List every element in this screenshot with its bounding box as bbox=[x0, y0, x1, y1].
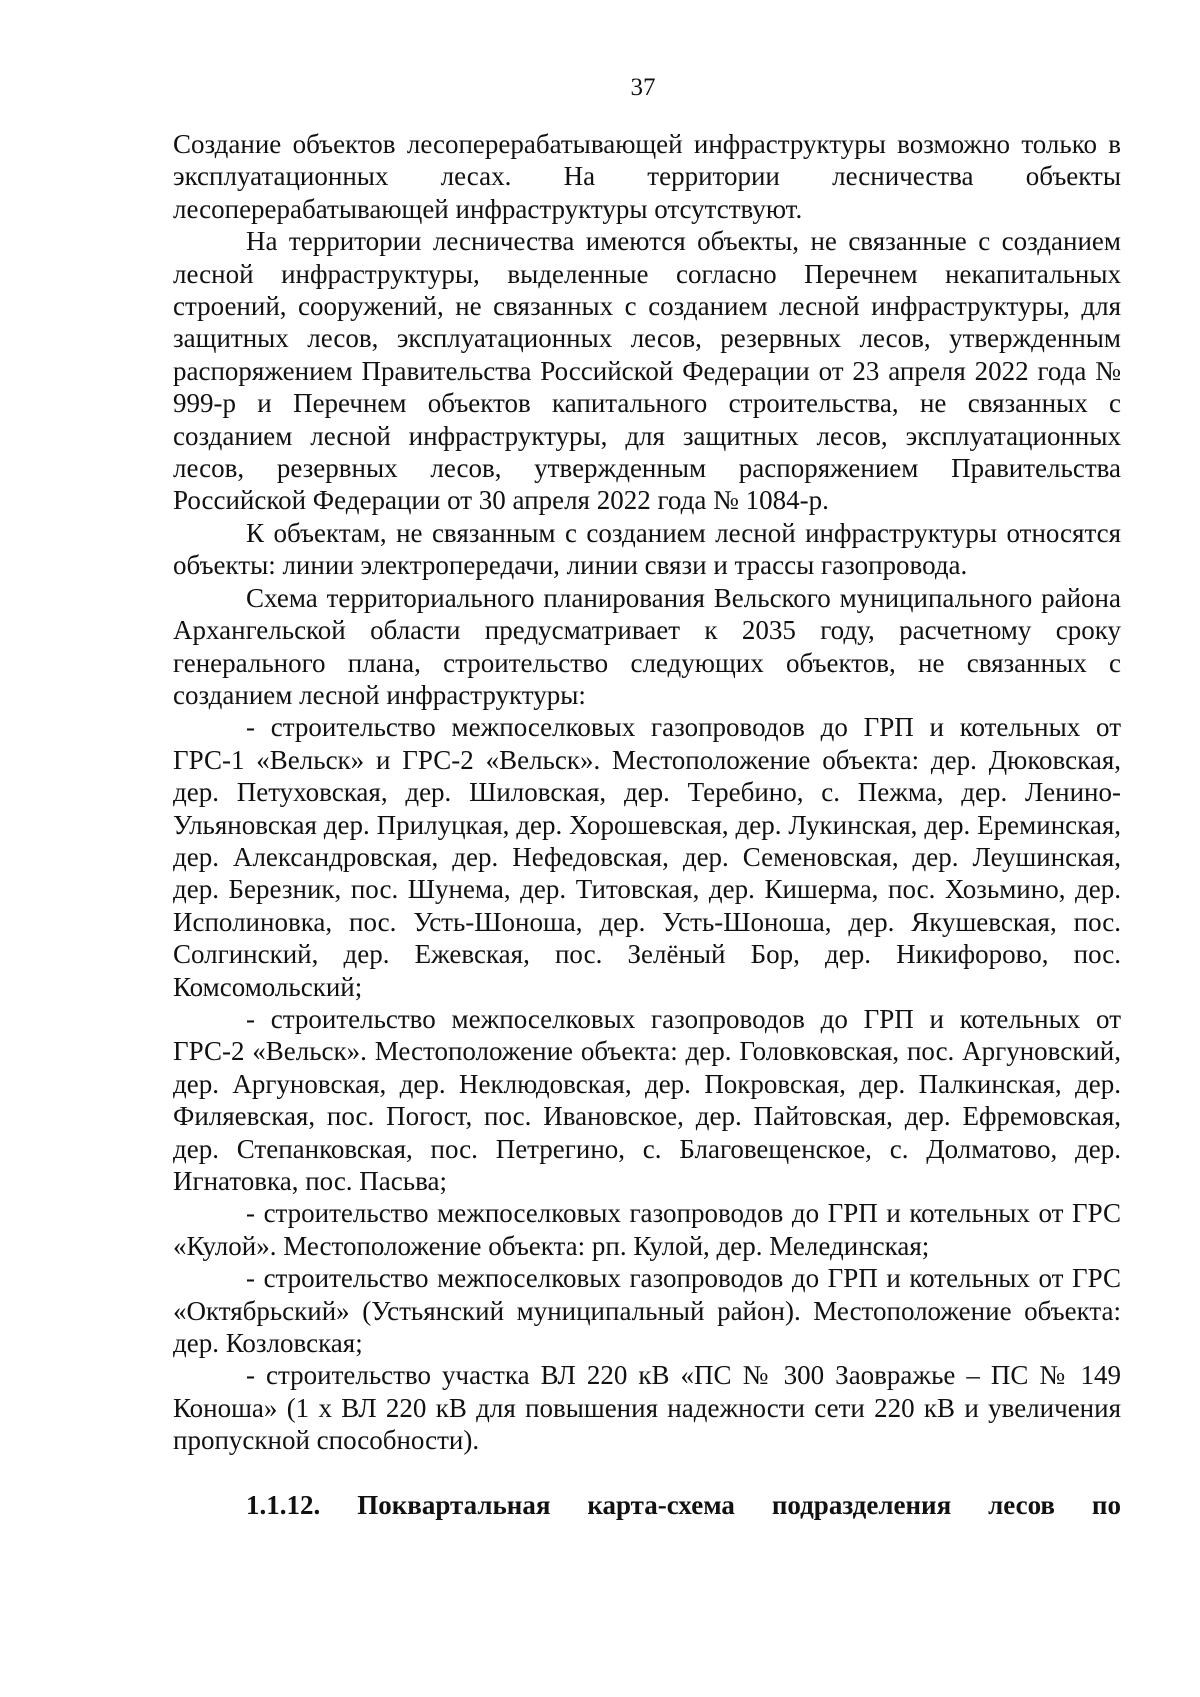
section-heading: 1.1.12. Поквартальная карта-схема подразделения лесов по bbox=[246, 1489, 1121, 1520]
list-item-gas-pipelines-grs2: - строительство межпоселковых газопроводов до ГРП и котельных от ГРС-2 «Вельск». Местоположение объекта: дер. Головковская, пос. Аргуновский, дер. Аргуновская, дер. Неклюдовская, дер. Покровская, дер. Палкинская, дер. Филяевская, пос. Погост, пос. Ивановское, дер. Пайтовская, дер. Ефремовская, дер. Степанковская, пос. Петрегино, с. Благовещенское, с. Долматово, дер. Игнатовка, пос. Пасьва; bbox=[173, 1003, 1121, 1196]
paragraph-object-types: К объектам, не связанным с созданием лесной инфраструктуры относятся объекты: линии электропередачи, линии связи и трассы газопровода. bbox=[173, 517, 1121, 581]
document-body bbox=[173, 128, 1121, 1521]
paragraph-non-forest-objects: На территории лесничества имеются объекты, не связанные с созданием лесной инфраструктуры, выделенные согласно Перечнем некапитальных строений, сооружений, не связанных с созданием лесной инфраструктуры, для защитных лесов, эксплуатационных лесов, резервных лесов, утвержденным распоряжением Правительства Российской Федерации от 23 апреля 2022 года № 999-р и Перечнем объектов капитального строительства, не связанных с созданием лесной инфраструктуры, для защитных лесов, эксплуатационных лесов, резервных лесов, утвержденным распоряжением Правительства Российской Федерации от 30 апреля 2022 года № 1084-р. bbox=[173, 226, 1121, 516]
list-item-gas-pipelines-kuloy: - строительство межпоселковых газопроводов до ГРП и котельных от ГРС «Кулой». Местоположение объекта: рп. Кулой, дер. Мелединская; bbox=[173, 1198, 1121, 1261]
paragraph-wood-processing: Создание объектов лесоперерабатывающей инфраструктуры возможно только в эксплуатационных лесах. На территории лесничества объекты лесоперерабатывающей инфраструктуры отсутствуют. bbox=[173, 129, 1121, 224]
list-item-gas-pipelines-oktyabrsky: - строительство межпоселковых газопроводов до ГРП и котельных от ГРС «Октябрьский» (Устьянский муниципальный район). Местоположение объекта: дер. Козловская; bbox=[173, 1263, 1121, 1359]
paragraph-planning-scheme: Схема территориального планирования Вельского муниципального района Архангельской области предусматривает к 2035 году, расчетному сроку генерального плана, строительство следующих объектов, не связанных с созданием лесной инфраструктуры: bbox=[173, 582, 1121, 710]
page-number: 37 bbox=[630, 74, 656, 101]
list-item-gas-pipelines-grs1-grs2: - строительство межпоселковых газопроводов до ГРП и котельных от ГРС-1 «Вельск» и ГРС-2 «Вельск». Местоположение объекта: дер. Дюковская, дер. Петуховская, дер. Шиловская, дер. Теребино, с. Пежма, дер. Ленино-Ульяновская дер. Прилуцкая, дер. Хорошевская, дер. Лукинская, дер. Ереминская, дер. Александровская, дер. Нефедовская, дер. Семеновская, дер. Леушинская, дер. Березник, пос. Шунема, дер. Титовская, дер. Кишерма, пос. Хозьмино, дер. Исполиновка, пос. Усть-Шоноша, дер. Усть-Шоноша, дер. Якушевская, пос. Солгинский, дер. Ежевская, пос. Зелёный Бор, дер. Никифорово, пос. Комсомольский; bbox=[173, 712, 1121, 1002]
list-item-power-line: - строительство участка ВЛ 220 кВ «ПС № 300 Заовражье – ПС № 149 Коноша» (1 х ВЛ 220 кВ для повышения надежности сети 220 кВ и увеличения пропускной способности). bbox=[173, 1360, 1121, 1456]
